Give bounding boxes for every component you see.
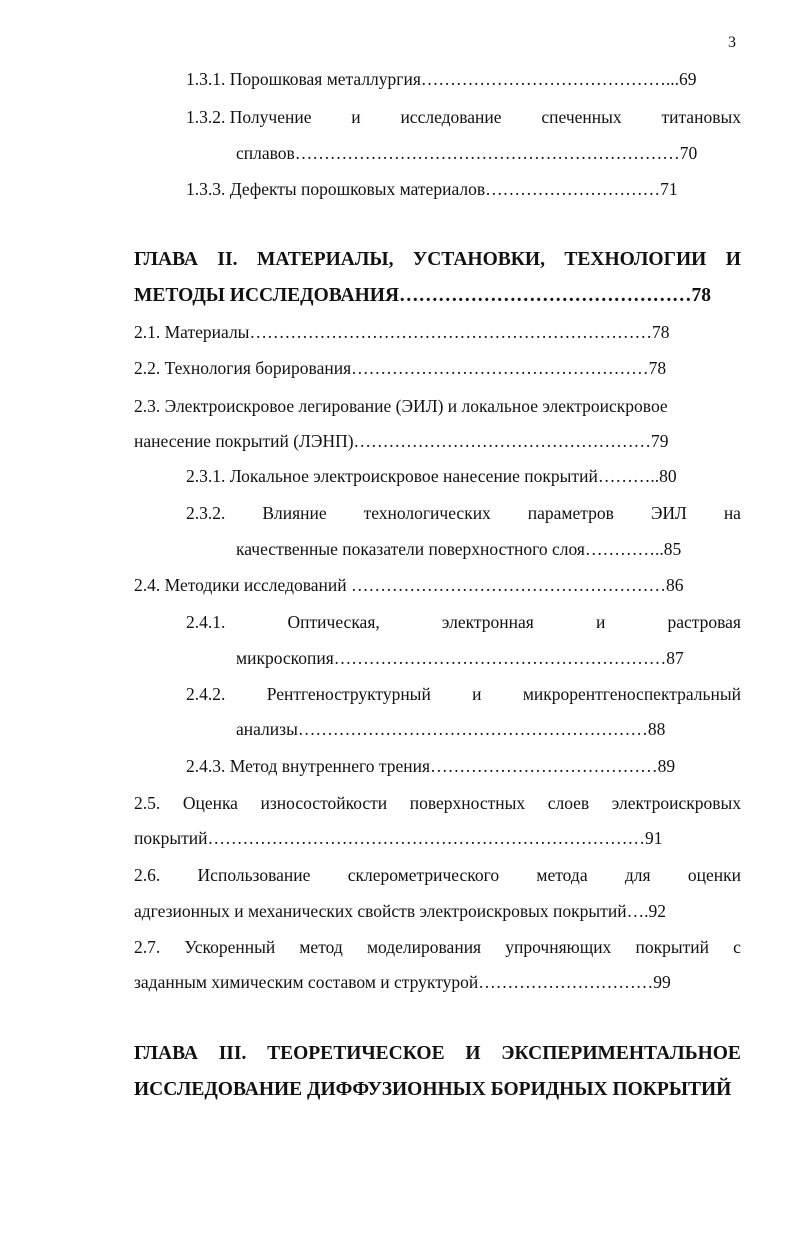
word: II.	[217, 249, 238, 270]
word: метода	[536, 865, 588, 885]
word: МАТЕРИАЛЫ,	[256, 249, 394, 270]
toc-entry-2-4: 2.4. Методики исследований ………………………………………………86	[134, 575, 684, 595]
word: параметров	[527, 503, 614, 523]
word: технологических	[363, 503, 491, 523]
toc-entry-2-6-cont: адгезионных и механических свойств электроискровых покрытий….92	[134, 901, 666, 921]
word: УСТАНОВКИ,	[412, 249, 545, 270]
word: 1.3.2. Получение	[186, 107, 312, 127]
chapter-2-title	[134, 248, 741, 272]
word: растровая	[667, 612, 741, 632]
word: 2.6.	[134, 865, 161, 885]
word: 2.7.	[134, 937, 161, 957]
word: слоев	[547, 793, 590, 813]
word: и	[472, 684, 482, 704]
word: 2.5.	[134, 793, 161, 813]
chapter-3-title-cont: ИССЛЕДОВАНИЕ ДИФФУЗИОННЫХ БОРИДНЫХ ПОКРЫТИЙ	[134, 1079, 732, 1100]
word: 2.3.2.	[186, 503, 226, 523]
word: электронная	[441, 612, 534, 632]
toc-entry-2-4-3: 2.4.3. Метод внутреннего трения…………………………………89	[186, 756, 676, 776]
toc-entry-2-4-1	[186, 611, 741, 633]
toc-entry-2-4-2	[186, 683, 741, 705]
word: поверхностных	[409, 793, 526, 813]
word: ЭИЛ	[650, 503, 687, 523]
toc-entry-2-5	[134, 792, 741, 814]
word: электроискровых	[611, 793, 741, 813]
word: оценки	[687, 865, 741, 885]
word: III.	[218, 1043, 247, 1064]
word: ГЛАВА	[134, 1043, 198, 1064]
word: износостойкости	[260, 793, 388, 813]
word: Ускоренный	[184, 937, 276, 957]
word: Использование	[197, 865, 311, 885]
word: исследование	[400, 107, 502, 127]
toc-entry-2-1: 2.1. Материалы……………………………………………………………78	[134, 322, 670, 342]
toc-entry-2-7-cont: заданным химическим составом и структурой…………………………99	[134, 972, 671, 992]
word: титановых	[661, 107, 741, 127]
toc-entry-2-3-2-cont: качественные показатели поверхностного слоя…………..85	[236, 539, 682, 559]
toc-entry-1-3-3: 1.3.3. Дефекты порошковых материалов…………………………71	[186, 179, 678, 199]
toc-entry-2-3-1: 2.3.1. Локальное электроискровое нанесение покрытий………..80	[186, 466, 677, 486]
toc-entry-1-3-2	[186, 106, 741, 128]
toc-entry-2-7	[134, 936, 741, 958]
word: с	[733, 937, 741, 957]
word: И	[725, 249, 741, 270]
word: склерометрического	[347, 865, 500, 885]
word: Рентгеноструктурный	[266, 684, 431, 704]
toc-entry-2-6	[134, 864, 741, 886]
word: ГЛАВА	[134, 249, 198, 270]
page-number: 3	[728, 34, 736, 51]
word: 2.4.1.	[186, 612, 226, 632]
chapter-3-title	[134, 1042, 741, 1066]
word: ЭКСПЕРИМЕНТАЛЬНОЕ	[501, 1043, 741, 1064]
word: и	[351, 107, 361, 127]
toc-entry-2-3: 2.3. Электроискровое легирование (ЭИЛ) и локальное электроискровое	[134, 396, 668, 416]
toc-entry-1-3-2-cont: сплавов…………………………………………………………70	[236, 143, 698, 163]
word: для	[624, 865, 651, 885]
word: ТЕХНОЛОГИИ	[564, 249, 707, 270]
toc-entry-1-3-1: 1.3.1. Порошковая металлургия……………………………………...69	[186, 69, 697, 89]
word: и	[595, 612, 606, 632]
word: метод	[299, 937, 343, 957]
toc-entry-2-4-2-cont: анализы……………………………………………………88	[236, 719, 666, 739]
word: упрочняющих	[505, 937, 612, 957]
word: Оптическая,	[287, 612, 380, 632]
word: Влияние	[262, 503, 327, 523]
word: Оценка	[182, 793, 238, 813]
toc-entry-2-3-2	[186, 502, 741, 524]
word: И	[465, 1043, 481, 1064]
word: моделирования	[366, 937, 482, 957]
toc-entry-2-4-1-cont: микроскопия…………………………………………………87	[236, 648, 684, 668]
toc-entry-2-3-cont: нанесение покрытий (ЛЭНП)……………………………………………79	[134, 431, 669, 451]
word: спеченных	[541, 107, 622, 127]
toc-entry-2-5-cont: покрытий…………………………………………………………………91	[134, 828, 663, 848]
word: ТЕОРЕТИЧЕСКОЕ	[267, 1043, 445, 1064]
toc-entry-2-2: 2.2. Технология борирования……………………………………………78	[134, 358, 667, 378]
word: на	[723, 503, 741, 523]
word: покрытий	[635, 937, 709, 957]
chapter-2-title-cont: МЕТОДЫ ИССЛЕДОВАНИЯ………………………………………78	[134, 285, 712, 306]
word: 2.4.2.	[186, 684, 226, 704]
word: микрорентгеноспектральный	[522, 684, 741, 704]
